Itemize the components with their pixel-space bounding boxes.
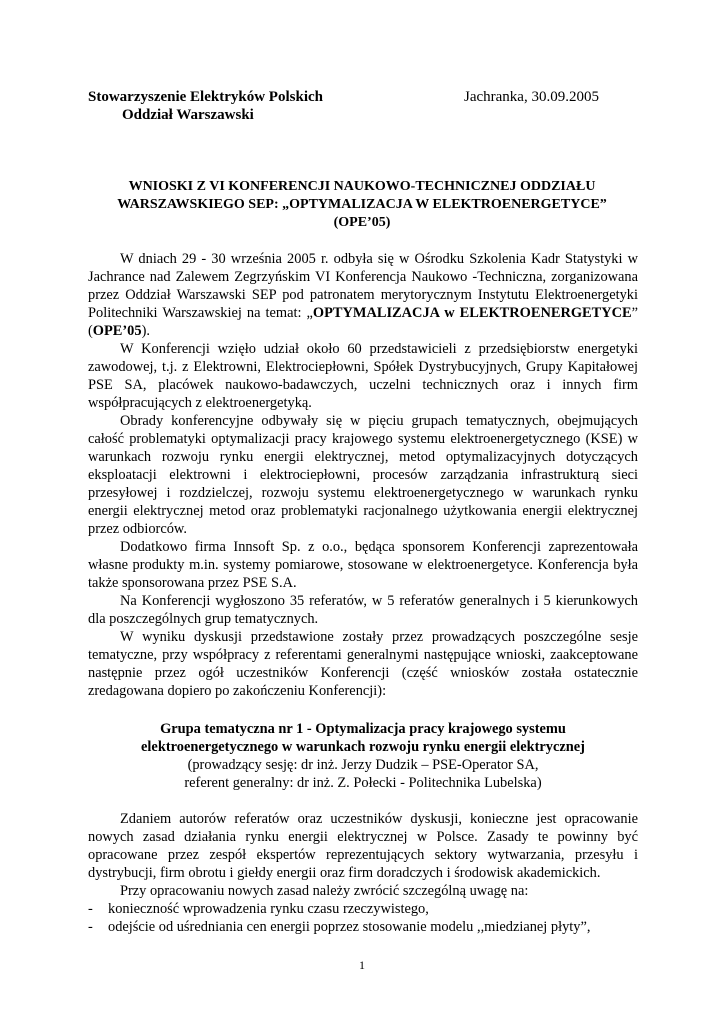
conference-abbrev: OPE’05 (92, 323, 142, 339)
group-title-line-2: elektroenergetycznego w warunkach rozwoju rynku energii elektrycznej (141, 739, 585, 755)
paragraph-conclusion: Zdaniem autorów referatów oraz uczestników dyskusji, konieczne jest opracowanie nowych zasad działania rynku energii elektrycznej w Polsce. Zasady te powinny być opracowane przez zespół ekspertów reprezentujących sektory wytwarzania, przesyłu i dystrybucji, firm obrotu i giełdy energii oraz firm doradczych i środowisk akademickich. (88, 811, 638, 881)
paragraph-intro (88, 250, 638, 340)
conclusion-list (88, 900, 638, 936)
title-line-2: WARSZAWSKIEGO SEP: „OPTYMALIZACJA W ELEKTROENERGETYCE” (117, 197, 607, 212)
list-item (88, 900, 638, 918)
page-number: 1 (359, 958, 365, 972)
paragraph-intro-text: W dniach 29 - 30 września 2005 r. odbyła się w Ośrodku Szkolenia Kadr Statystyki w Jachrance nad Zalewem Zegrzyńskim VI Konferencja Naukowo -Techniczna, zorganizowana przez Oddział Warszawski SEP pod patronatem merytorycznym Instytutu Elektroenergetyki Politechniki Warszawskiej na temat: „ (88, 251, 638, 321)
list-item (88, 918, 638, 936)
document-body (88, 250, 638, 936)
title-line-1: WNIOSKI Z VI KONFERENCJI NAUKOWO-TECHNICZNEJ ODDZIAŁU (128, 179, 596, 194)
group-title-line-1: Grupa tematyczna nr 1 - Optymalizacja pracy krajowego systemu (160, 721, 566, 737)
conference-name: OPTYMALIZACJA w ELEKTROENERGETYCE (312, 305, 632, 321)
paragraph-sponsor: Dodatkowo firma Innsoft Sp. z o.o., będąca sponsorem Konferencji zaprezentowała własne produkty m.in. systemy pomiarowe, stosowane w elektroenergetyce. Konferencja była także sponsorowana przez PSE S.A. (88, 539, 638, 591)
place-date: Jachranka, 30.09.2005 (464, 89, 599, 105)
list-bullet: - (88, 919, 93, 935)
paragraph-participants: W Konferencji wzięło udział około 60 przedstawicieli z przedsiębiorstw energetyki zawodowej, t.j. z Elektrowni, Elektrociepłowni, Spółek Dystrybucyjnych, Grupy Kapitałowej PSE SA, placówek naukowo-badawczych, uczelni technicznych oraz i innych firm współpracujących z elektroenergetyką. (88, 341, 638, 411)
paragraph-intro-text-2: ” ( (88, 305, 639, 339)
paragraph-attention: Przy opracowaniu nowych zasad należy zwrócić szczególną uwagę na: (120, 883, 529, 899)
paragraph-sessions: Obrady konferencyjne odbywały się w pięciu grupach tematycznych, obejmujących całość problematyki optymalizacji pracy krajowego systemu elektroenergetycznego (KSE) w warunkach rozwoju rynku energii elektrycznej, metod optymalizacyjnych dotyczących eksploatacji elektrowni i elektrociepłowni, procesów zarządzania infrastrukturą sieci przesyłowej i rozdzielczej, rozwoju systemu elektroenergetycznego w warunkach rynku energii elektrycznej metod oraz problematyki racjonalnego użytkowania energii elektrycznej przez odbiorców. (88, 413, 638, 537)
organization-header (88, 88, 323, 124)
paragraph-papers: Na Konferencji wygłoszono 35 referatów, w 5 referatów generalnych i 5 kierunkowych dla poszczególnych grup tematycznych. (88, 593, 638, 627)
thematic-group-1 (88, 720, 638, 792)
document-title (88, 178, 636, 232)
session-leader: (prowadzący sesję: dr inż. Jerzy Dudzik – PSE-Operator SA, (187, 757, 539, 773)
list-item-text: konieczność wprowadzenia rynku czasu rzeczywistego, (108, 901, 429, 917)
organization-branch: Oddział Warszawski (122, 107, 254, 123)
list-item-text: odejście od uśredniania cen energii poprzez stosowanie modelu ,,miedzianej płyty”, (108, 919, 591, 935)
list-bullet: - (88, 901, 93, 917)
general-referent: referent generalny: dr inż. Z. Połecki - Politechnika Lubelska) (184, 775, 542, 791)
organization-name: Stowarzyszenie Elektryków Polskich (88, 89, 323, 105)
paragraph-intro-text-3: ). (141, 323, 150, 339)
title-line-3: (OPE’05) (333, 215, 391, 230)
paragraph-discussion: W wyniku dyskusji przedstawione zostały przez prowadzących poszczególne sesje tematyczne, przy współpracy z referentami generalnymi następujące wnioski, zaakceptowane następnie przez ogół uczestników Konferencji (część wniosków została ostatecznie zredagowana dopiero po zakończeniu Konferencji): (88, 629, 638, 699)
